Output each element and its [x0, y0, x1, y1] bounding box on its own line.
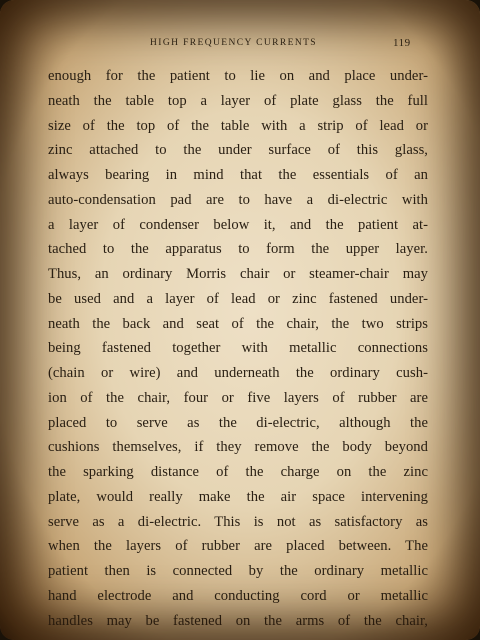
text-line: always bearing in mind that the essentials of an: [48, 167, 428, 183]
text-line: the sparking distance of the charge on the zinc: [48, 464, 428, 480]
text-line: (chain or wire) and underneath the ordinary cush-: [48, 365, 428, 381]
text-line: neath the table top a layer of plate glass the full: [48, 92, 428, 109]
page-number: 119: [393, 37, 411, 49]
text-line: be used and a layer of lead or zinc fastened under-: [48, 290, 428, 307]
text-line: serve as a di-electric. This is not as satisfactory as: [48, 513, 428, 530]
page-header: [0, 38, 480, 52]
text-line: a layer of condenser below it, and the patient at-: [48, 216, 428, 233]
text-line: placed to serve as the di-electric, although the: [48, 414, 428, 431]
text-line: enough for the patient to lie on and place under-: [48, 68, 428, 84]
text-line: ion of the chair, four or five layers of rubber are: [48, 389, 428, 406]
text-line: Thus, an ordinary Morris chair or steamer-chair may: [48, 266, 428, 282]
text-line: cushions themselves, if they remove the body beyond: [48, 439, 428, 456]
text-line: auto-condensation pad are to have a di-electric with: [48, 191, 428, 208]
running-head: HIGH FREQUENCY CURRENTS: [150, 38, 317, 48]
text-line: patient then is connected by the ordinary metallic: [48, 563, 428, 579]
text-line: neath the back and seat of the chair, the two strips: [48, 315, 428, 332]
text-line: tached to the apparatus to form the upper layer.: [48, 241, 428, 258]
body-paragraph: [48, 64, 428, 633]
text-line: handles may be fastened on the arms of the chair,: [48, 612, 428, 629]
text-line: being fastened together with metallic connections: [48, 340, 428, 357]
text-line: plate, would really make the air space intervening: [48, 488, 428, 505]
text-line: when the layers of rubber are placed between. The: [48, 538, 428, 555]
text-line: size of the top of the table with a strip of lead or: [48, 117, 428, 134]
text-line: hand electrode and conducting cord or metallic: [48, 587, 428, 604]
text-line: zinc attached to the under surface of this glass,: [48, 142, 428, 159]
